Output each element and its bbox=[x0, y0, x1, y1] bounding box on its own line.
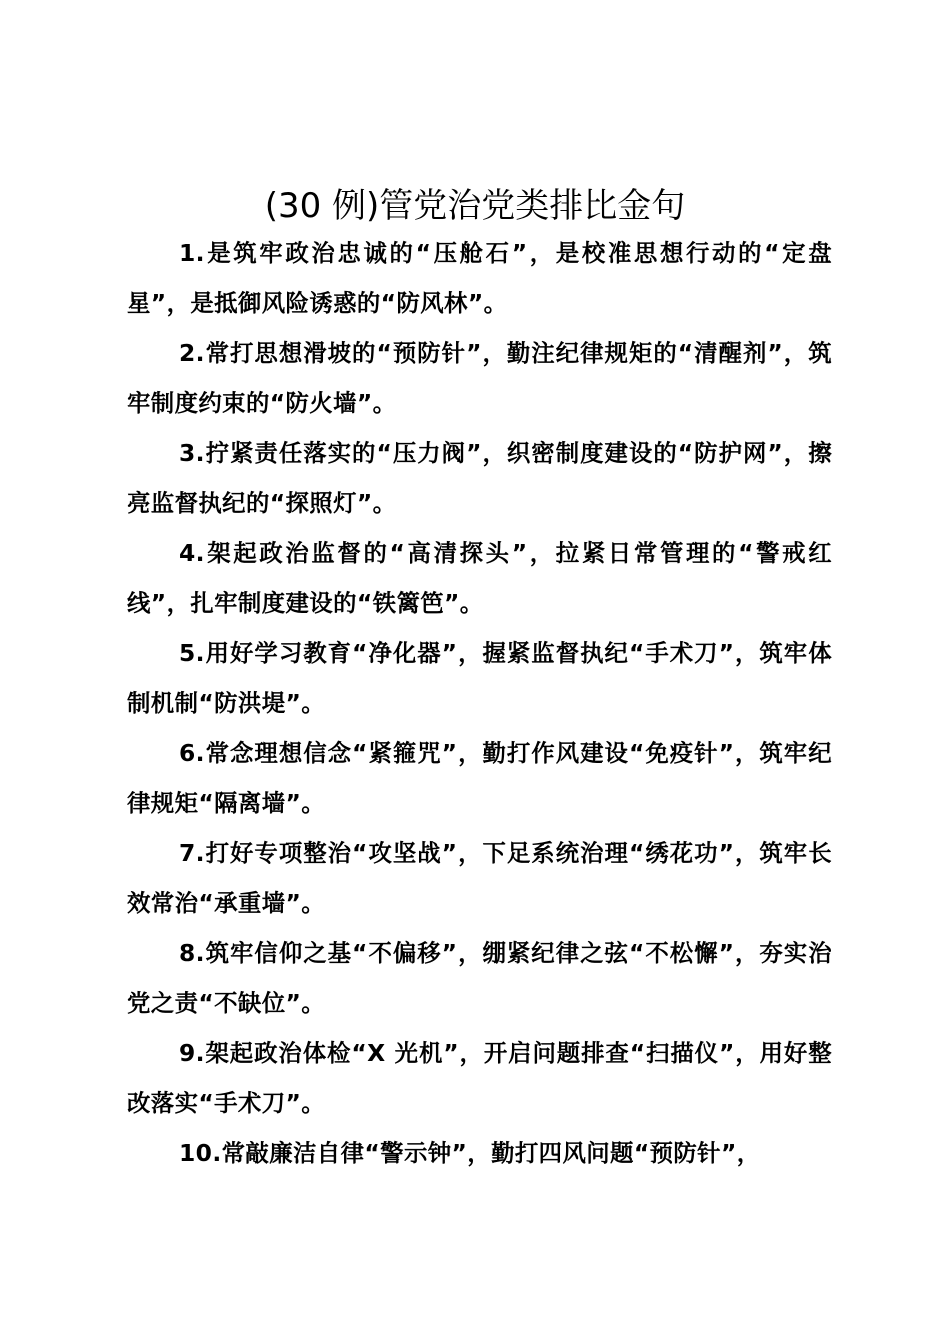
list-item: 1.是筑牢政治忠诚的“压舱石”，是校准思想行动的“定盘星”，是抵御风险诱惑的“防风林”。 bbox=[127, 239, 832, 317]
list-item: 7.打好专项整治“攻坚战”，下足系统治理“绣花功”，筑牢长效常治“承重墙”。 bbox=[127, 839, 832, 917]
list-item: 2.常打思想滑坡的“预防针”，勤注纪律规矩的“清醒剂”，筑牢制度约束的“防火墙”。 bbox=[127, 339, 832, 417]
list-item: 5.用好学习教育“净化器”，握紧监督执纪“手术刀”，筑牢体制机制“防洪堤”。 bbox=[127, 639, 832, 717]
list-item: 4.架起政治监督的“高清探头”，拉紧日常管理的“警戒红线”，扎牢制度建设的“铁篱笆”。 bbox=[127, 539, 832, 617]
list-item: 3.拧紧责任落实的“压力阀”，织密制度建设的“防护网”，擦亮监督执纪的“探照灯”。 bbox=[127, 439, 832, 517]
list-item: 10.常敲廉洁自律“警示钟”，勤打四风问题“预防针”， bbox=[179, 1139, 761, 1167]
list-item: 9.架起政治体检“X 光机”，开启问题排查“扫描仪”，用好整改落实“手术刀”。 bbox=[127, 1039, 832, 1117]
document-title: (30 例)管党治党类排比金句 bbox=[264, 186, 686, 226]
list-item: 8.筑牢信仰之基“不偏移”，绷紧纪律之弦“不松懈”，夯实治党之责“不缺位”。 bbox=[127, 939, 832, 1017]
document-body bbox=[127, 228, 832, 1178]
list-item: 6.常念理想信念“紧箍咒”，勤打作风建设“免疫针”，筑牢纪律规矩“隔离墙”。 bbox=[127, 739, 832, 817]
